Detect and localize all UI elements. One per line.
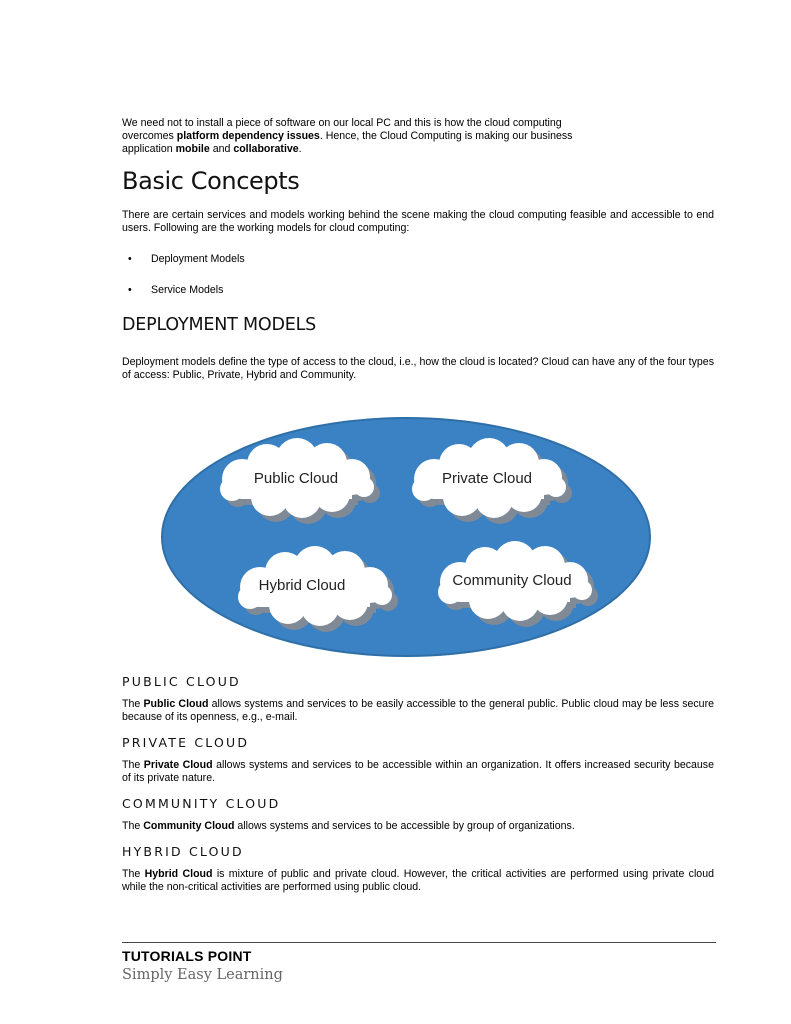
cloud-ellipse (162, 418, 650, 656)
heading-community-cloud: COMMUNITY CLOUD (122, 796, 281, 811)
section-text: The (122, 698, 144, 710)
cloud-label-public: Public Cloud (253, 470, 339, 487)
intro-paragraph (122, 117, 714, 156)
intro-text: and (209, 143, 234, 155)
footer-divider (122, 942, 716, 943)
deployment-models-diagram (160, 415, 660, 660)
intro-text: application (122, 143, 176, 155)
heading-public-cloud: PUBLIC CLOUD (122, 674, 241, 689)
intro-bold-collaborative: collaborative (233, 143, 299, 155)
section-text: allows systems and services to be accessible by group of organizations. (234, 820, 575, 832)
hybrid-cloud-bold: Hybrid Cloud (144, 868, 213, 880)
intro-line-3 (122, 143, 714, 156)
intro-line-2 (122, 130, 714, 143)
intro-bold-platform: platform dependency issues (176, 130, 320, 142)
cloud-label-hybrid: Hybrid Cloud (258, 577, 346, 594)
bullet-item-service (128, 284, 223, 297)
private-cloud-paragraph (122, 759, 714, 785)
section-text: The (122, 820, 144, 832)
intro-text: . Hence, the Cloud Computing is making our business (319, 130, 573, 142)
community-cloud-paragraph (122, 820, 714, 833)
cloud-label-private: Private Cloud (441, 470, 533, 487)
bullet-dot-icon: • (128, 253, 132, 265)
footer-title: TUTORIALS POINT (122, 948, 252, 964)
basic-concepts-paragraph: There are certain services and models working behind the scene making the cloud computing feasible and accessible to end users. Following are the working models for cloud computing: (122, 209, 714, 234)
bullet-dot-icon: • (128, 284, 132, 296)
deployment-paragraph: Deployment models define the type of access to the cloud, i.e., how the cloud is located? Cloud can have any of the four types of access: Public, Private, Hybrid and Community. (122, 356, 714, 381)
intro-text: . (298, 143, 302, 155)
section-text: is mixture of public and private cloud. However, the critical activities are performed using private cloud while the non-critical activities are performed using public cloud. (122, 868, 714, 893)
community-cloud-bold: Community Cloud (143, 820, 235, 832)
section-text: The (122, 868, 145, 880)
section-text: allows systems and services to be accessible within an organization. It offers increased security because of its private nature. (122, 759, 715, 784)
hybrid-cloud-paragraph (122, 868, 714, 894)
intro-bold-mobile: mobile (175, 143, 210, 155)
bullet-item-deployment (128, 253, 245, 266)
section-text: The (122, 759, 144, 771)
cloud-label-community: Community Cloud (452, 572, 572, 589)
public-cloud-paragraph (122, 698, 714, 724)
intro-line-1: We need not to install a piece of software on our local PC and this is how the cloud computing (122, 117, 562, 129)
bullet-label: Deployment Models (151, 253, 245, 265)
heading-deployment-models: DEPLOYMENT MODELS (122, 315, 317, 335)
footer-subtitle: Simply Easy Learning (122, 967, 283, 983)
section-text: allows systems and services to be easily accessible to the general public. Public cloud may be less secure because of its openness, e.g., e-mail. (122, 698, 714, 723)
heading-hybrid-cloud: HYBRID CLOUD (122, 844, 244, 859)
private-cloud-bold: Private Cloud (143, 759, 213, 771)
heading-basic-concepts: Basic Concepts (122, 167, 300, 195)
bullet-label: Service Models (151, 284, 224, 296)
heading-private-cloud: PRIVATE CLOUD (122, 735, 250, 750)
public-cloud-bold: Public Cloud (143, 698, 209, 710)
intro-text: overcomes (122, 130, 177, 142)
